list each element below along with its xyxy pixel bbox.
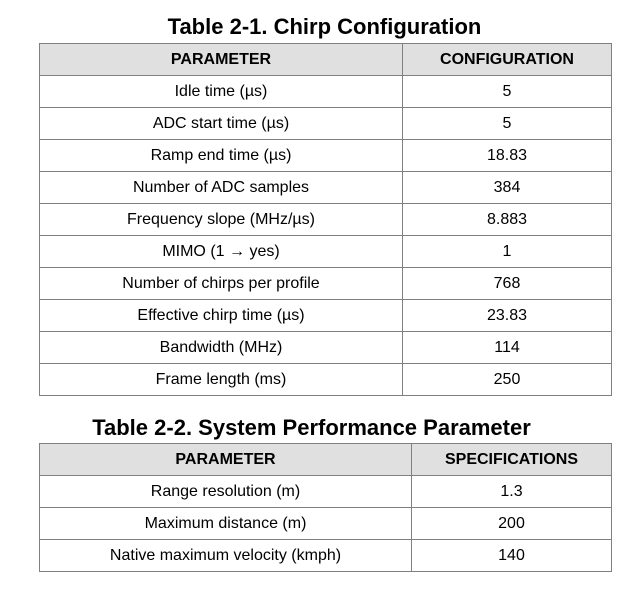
value-cell: 114 (403, 332, 612, 364)
table-row (40, 76, 612, 108)
value-cell: 768 (403, 268, 612, 300)
parameter-cell: ADC start time (µs) (40, 108, 403, 140)
table-header-row (40, 44, 612, 76)
parameter-cell: Native maximum velocity (kmph) (40, 540, 412, 572)
system-performance-table (39, 443, 612, 572)
chirp-configuration-table (39, 43, 612, 396)
table-row (40, 108, 612, 140)
header-specifications: SPECIFICATIONS (412, 444, 612, 476)
table-row (40, 332, 612, 364)
parameter-cell: Bandwidth (MHz) (40, 332, 403, 364)
value-cell: 18.83 (403, 140, 612, 172)
header-parameter: PARAMETER (40, 444, 412, 476)
table-row (40, 140, 612, 172)
table-row (40, 172, 612, 204)
parameter-cell: Number of chirps per profile (40, 268, 403, 300)
table-row (40, 268, 612, 300)
parameter-cell: Number of ADC samples (40, 172, 403, 204)
table-row (40, 508, 612, 540)
value-cell: 8.883 (403, 204, 612, 236)
table-row (40, 300, 612, 332)
table-row (40, 476, 612, 508)
value-cell: 250 (403, 364, 612, 396)
value-cell: 200 (412, 508, 612, 540)
parameter-cell: Ramp end time (µs) (40, 140, 403, 172)
header-configuration: CONFIGURATION (403, 44, 612, 76)
table-row (40, 204, 612, 236)
parameter-cell: Idle time (µs) (40, 76, 403, 108)
value-cell: 384 (403, 172, 612, 204)
table-2-2-caption: Table 2-2. System Performance Parameter (92, 415, 531, 440)
table-2-1-caption: Table 2-1. Chirp Configuration (167, 14, 482, 39)
value-cell: 1 (403, 236, 612, 268)
table-header-row (40, 444, 612, 476)
table-row (40, 364, 612, 396)
header-parameter: PARAMETER (40, 44, 403, 76)
table-row (40, 540, 612, 572)
parameter-cell: MIMO (1 → yes) (40, 236, 403, 268)
parameter-cell: Maximum distance (m) (40, 508, 412, 540)
parameter-cell: Effective chirp time (µs) (40, 300, 403, 332)
value-cell: 140 (412, 540, 612, 572)
parameter-cell: Range resolution (m) (40, 476, 412, 508)
table-row (40, 236, 612, 268)
parameter-cell: Frame length (ms) (40, 364, 403, 396)
value-cell: 23.83 (403, 300, 612, 332)
value-cell: 1.3 (412, 476, 612, 508)
value-cell: 5 (403, 76, 612, 108)
parameter-cell: Frequency slope (MHz/µs) (40, 204, 403, 236)
value-cell: 5 (403, 108, 612, 140)
